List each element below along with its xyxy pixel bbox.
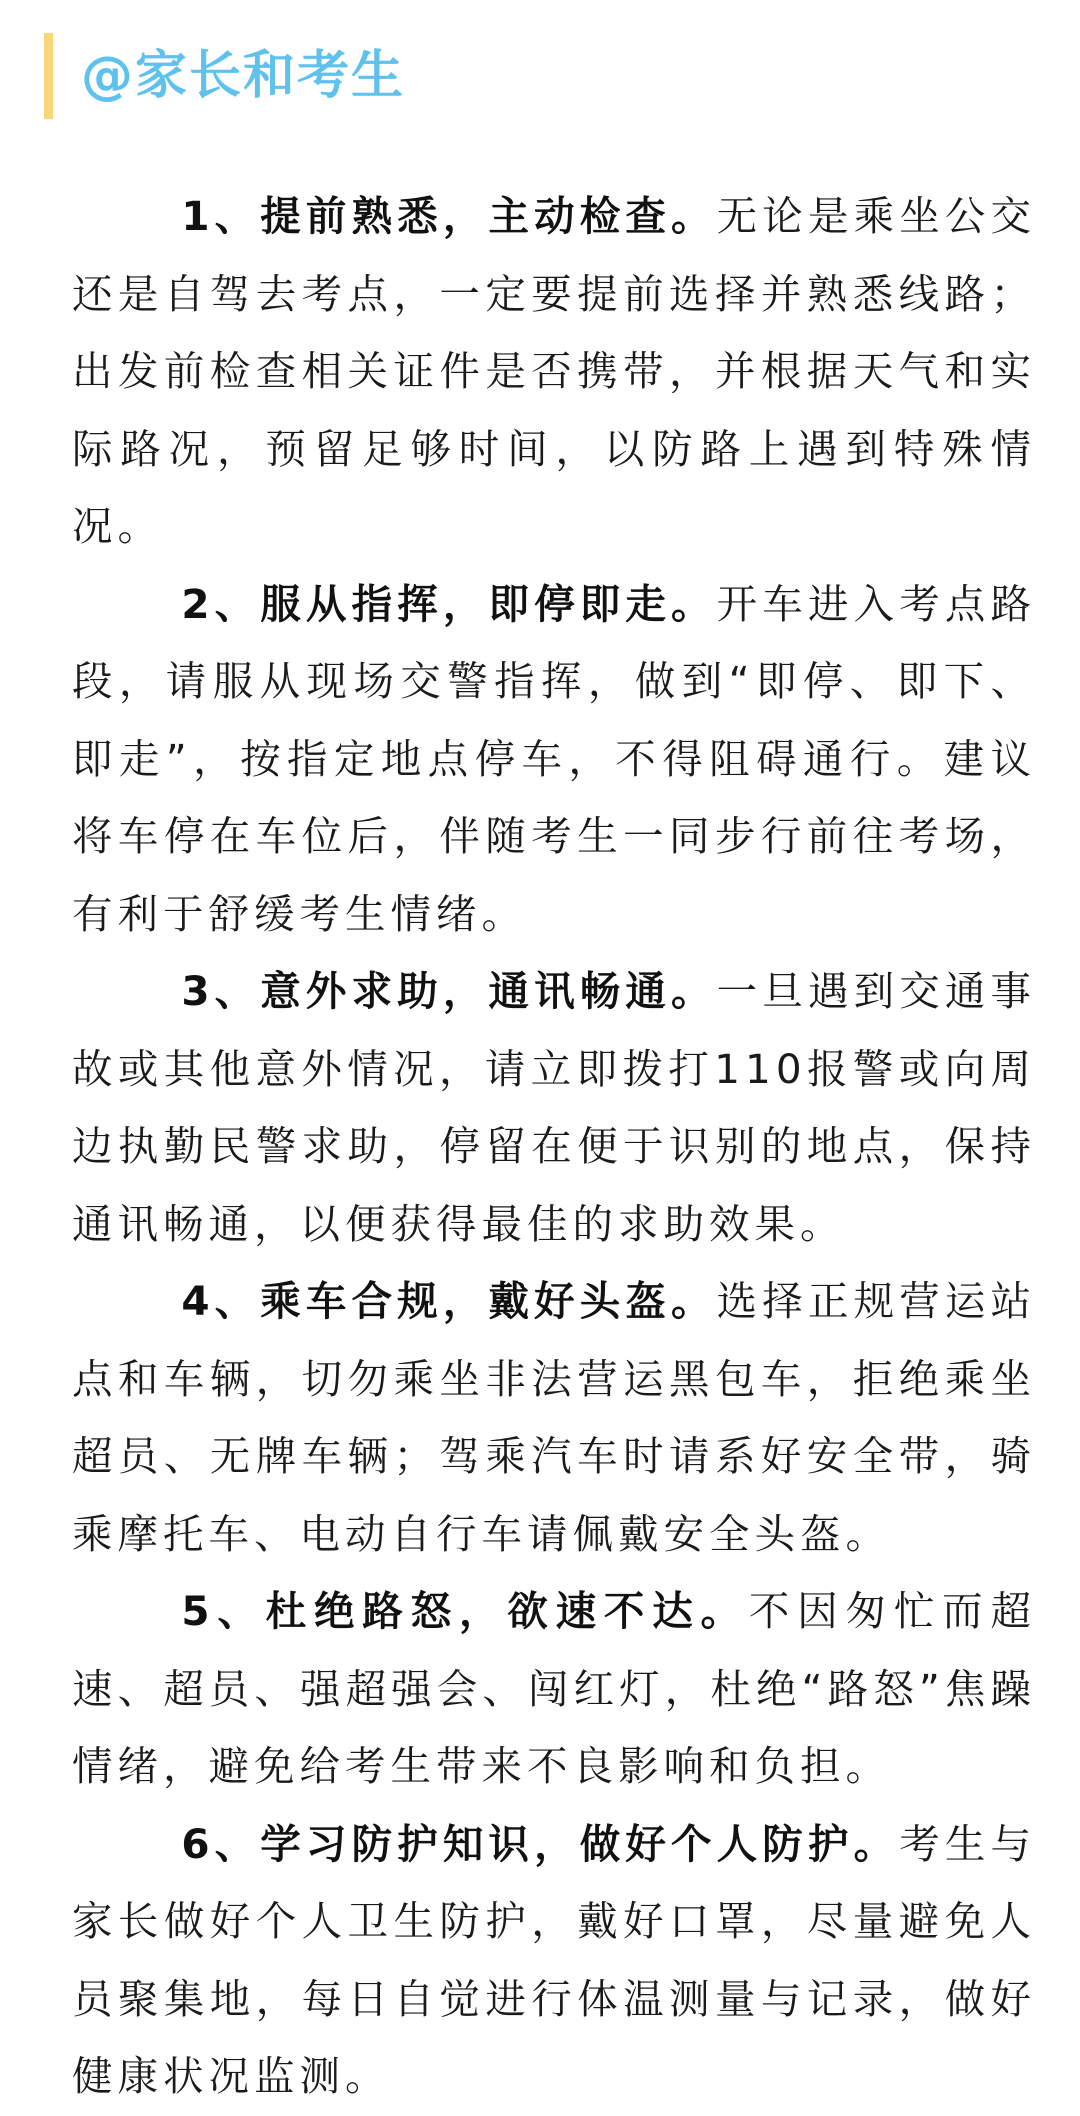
- tip-paragraph-1: [72, 178, 1036, 566]
- article-body: [72, 178, 1036, 2116]
- tip-heading: 3、意外求助，通讯畅通。: [181, 967, 717, 1015]
- accent-bar: [44, 33, 53, 119]
- tip-heading: 4、乘车合规，戴好头盔。: [181, 1277, 717, 1325]
- tip-paragraph-5: [72, 1573, 1036, 1806]
- tip-paragraph-4: [72, 1263, 1036, 1573]
- tip-heading: 6、学习防护知识，做好个人防护。: [181, 1819, 900, 1868]
- tip-text: 开车进入考点路段，请服从现场交警指挥，做到“即停、即下、即走”，按指定地点停车，不得阻碍通行。建议将车停在车位后，伴随考生一同步行前往考场，有利于舒缓考生情绪。: [72, 579, 1036, 938]
- section-header: [44, 33, 405, 119]
- tip-heading: 1、提前熟悉，主动检查。: [181, 192, 717, 240]
- tip-text: 考生与家长做好个人卫生防护，戴好口罩，尽量避免人员聚集地，每日自觉进行体温测量与记录，做好健康状况监测。: [72, 1819, 1036, 2100]
- tip-text: 选择正规营运站点和车辆，切勿乘坐非法营运黑包车，拒绝乘坐超员、无牌车辆；驾乘汽车时请系好安全带，骑乘摩托车、电动自行车请佩戴安全头盔。: [72, 1277, 1036, 1558]
- tip-paragraph-3: [72, 953, 1036, 1263]
- tip-text: 一旦遇到交通事故或其他意外情况，请立即拨打110报警或向周边执勤民警求助，停留在便于识别的地点，保持通讯畅通，以便获得最佳的求助效果。: [72, 967, 1036, 1248]
- section-title: @家长和考生: [81, 46, 406, 106]
- tip-heading: 2、服从指挥，即停即走。: [181, 579, 717, 628]
- tip-paragraph-6: [72, 1806, 1036, 2116]
- tip-text: 不因匆忙而超速、超员、强超强会、闯红灯，杜绝“路怒”焦躁情绪，避免给考生带来不良影响和负担。: [72, 1587, 1036, 1790]
- tip-text: 无论是乘坐公交还是自驾去考点，一定要提前选择并熟悉线路；出发前检查相关证件是否携带，并根据天气和实际路况，预留足够时间，以防路上遇到特殊情况。: [72, 192, 1036, 550]
- tip-heading: 5、杜绝路怒，欲速不达。: [181, 1587, 749, 1635]
- tip-paragraph-2: [72, 566, 1036, 954]
